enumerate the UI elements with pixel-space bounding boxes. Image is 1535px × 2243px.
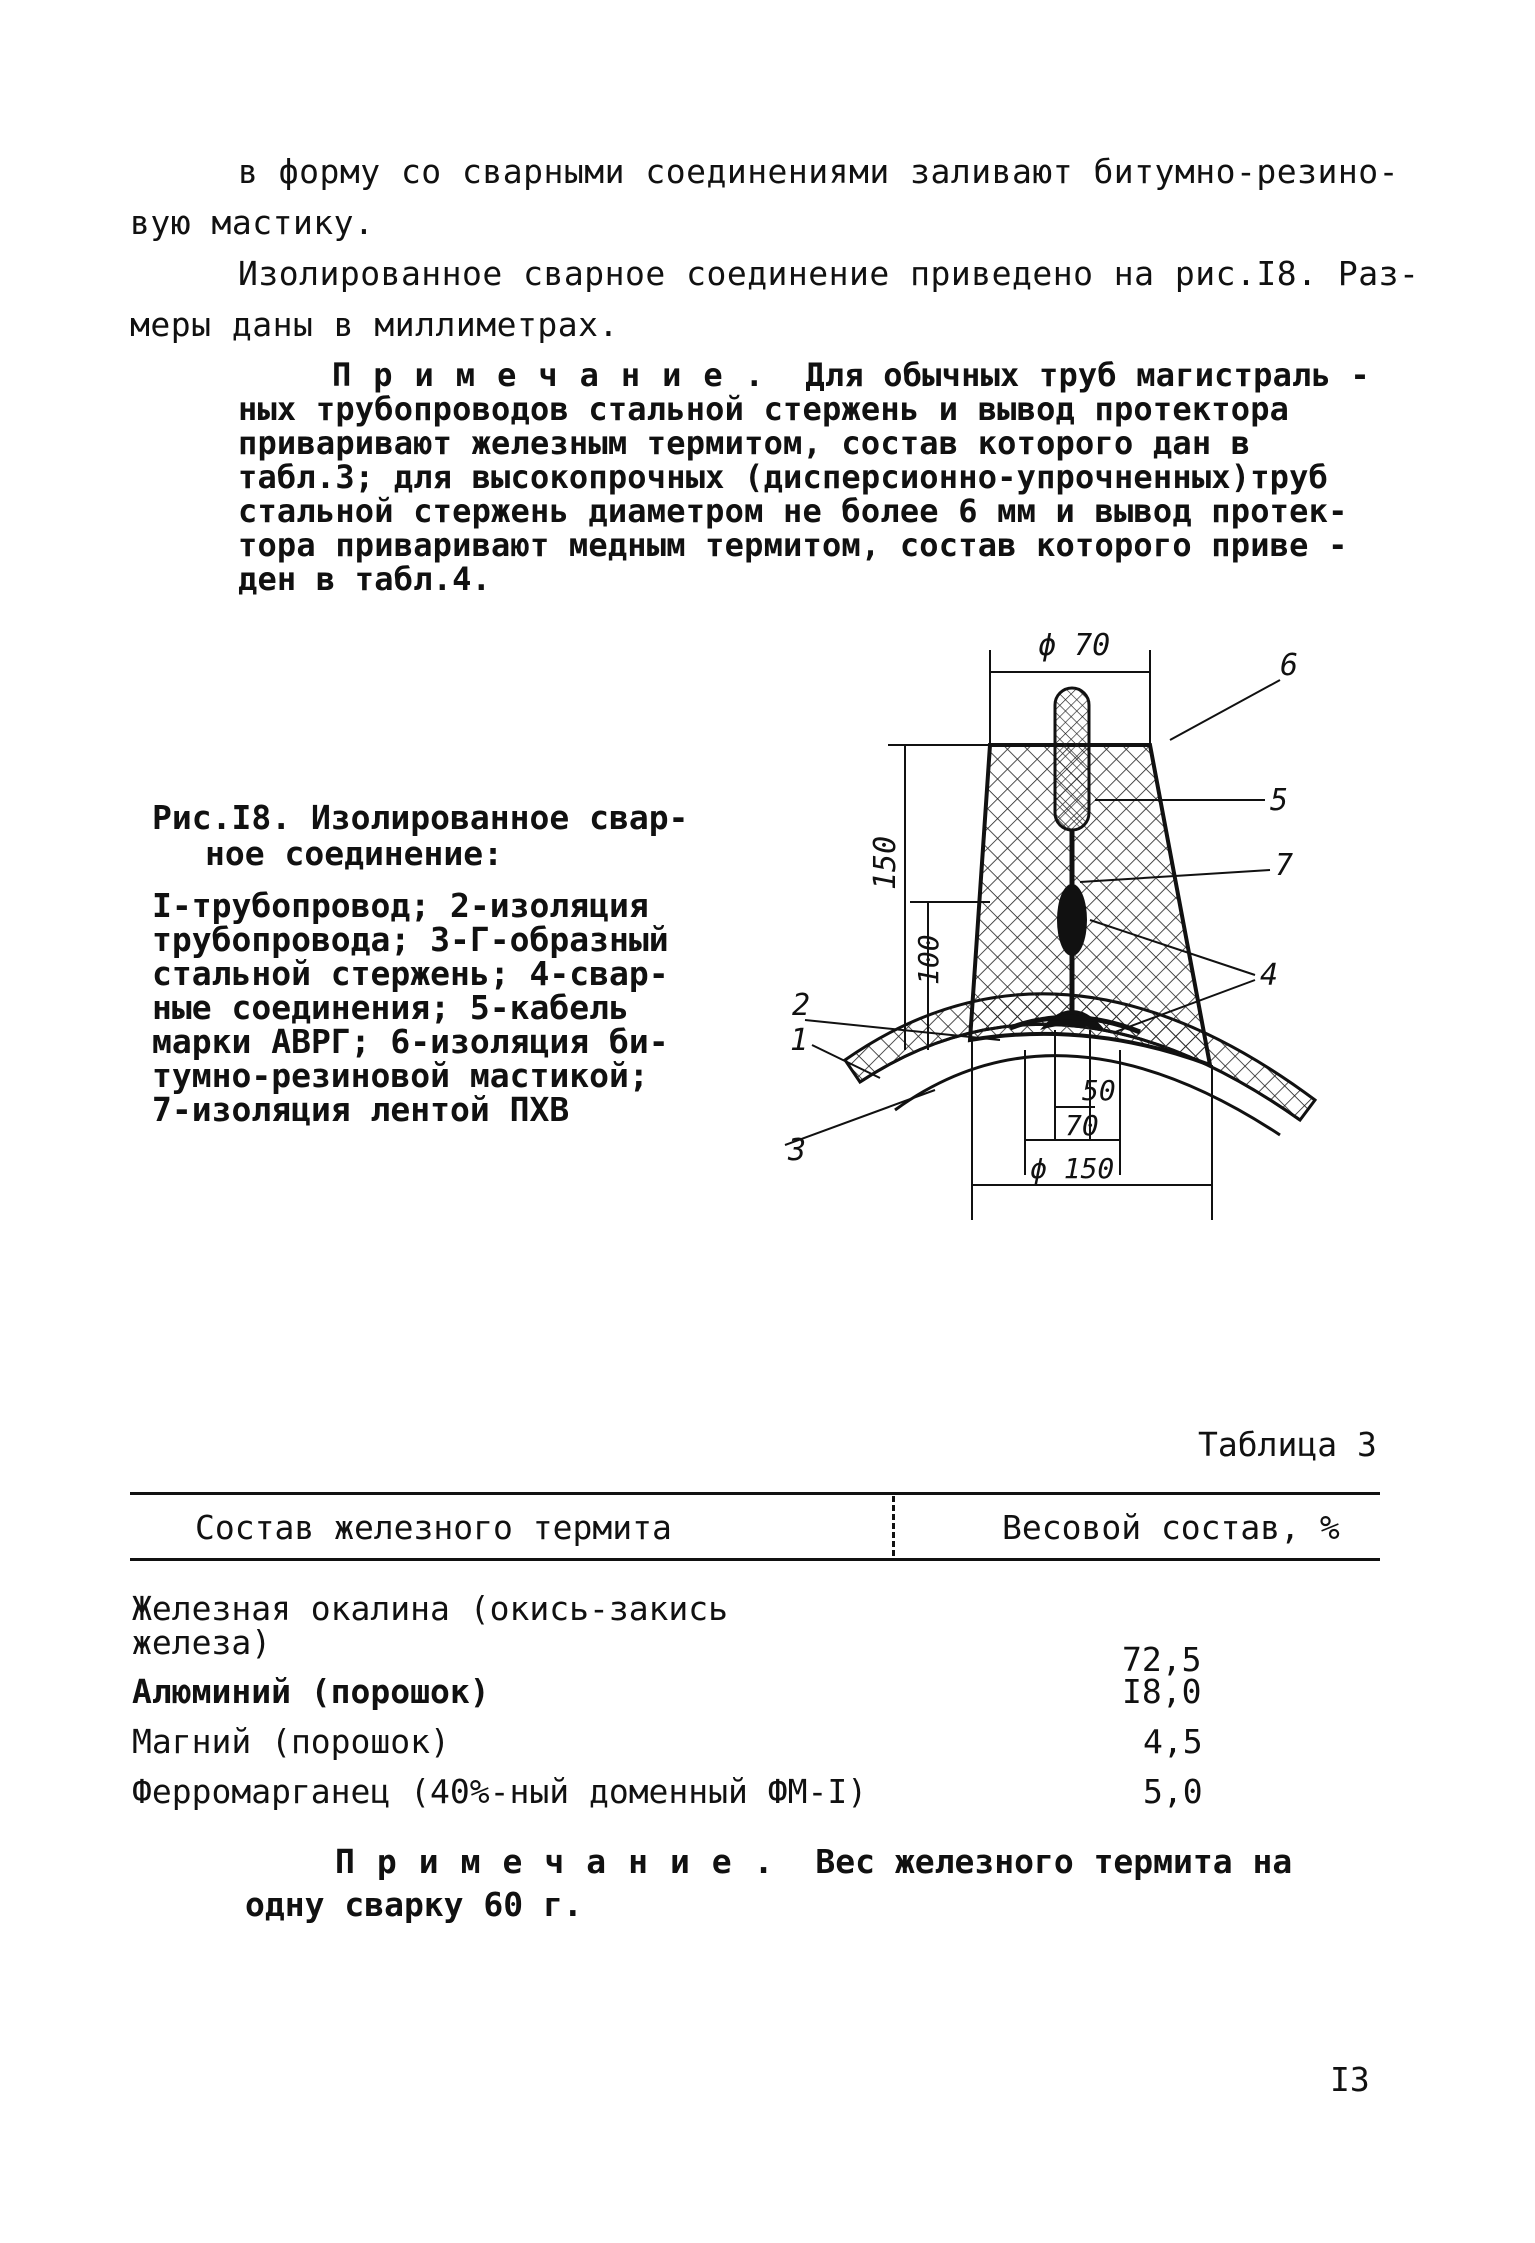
callout-6: 6	[1280, 648, 1299, 683]
figure-legend-line-7: 7-изоляция лентой ПХВ	[152, 1090, 570, 1129]
dim-150: 150	[868, 835, 903, 890]
note-2-line-2: одну сварку 60 г.	[245, 1885, 583, 1924]
note-1-line-6: тора приваривают медным термитом, состав которого приве -	[238, 526, 1348, 564]
table-row-1-name	[132, 1589, 729, 1662]
table-header-composition: Состав железного термита	[195, 1508, 672, 1547]
note-1-line-2: ных трубопроводов стальной стержень и вывод протектора	[238, 390, 1290, 428]
note-1-line-5: стальной стержень диаметром не более 6 мм и вывод протек-	[238, 492, 1348, 530]
note-2-line-1-text: Вес железного термита на	[815, 1842, 1293, 1881]
figure-caption-line-2: ное соединение:	[205, 834, 504, 873]
table-row-2-name: Алюминий (порошок)	[132, 1672, 490, 1711]
cable	[1055, 688, 1089, 830]
callout-5: 5	[1270, 783, 1289, 818]
table-row-4-name: Ферромарганец (40%-ный доменный ФМ-I)	[132, 1772, 868, 1811]
callout-3: 3	[788, 1133, 807, 1168]
table-header-weight: Весовой состав, %	[1002, 1508, 1340, 1547]
dim-70: 70	[1065, 1109, 1099, 1142]
figure-caption-line-1: Рис.I8. Изолированное свар-	[152, 798, 689, 837]
table-row-3-value: 4,5	[1143, 1722, 1203, 1761]
table-header-divider	[892, 1496, 895, 1556]
note-2-line-1	[335, 1842, 1292, 1881]
table-row-1-name-line-1: Железная окалина (окись-закись	[132, 1589, 729, 1628]
callout-1: 1	[790, 1023, 809, 1058]
note-1-heading: Примечание.	[332, 356, 786, 394]
table-row-3-name: Магний (порошок)	[132, 1722, 450, 1761]
dim-phi-150: ϕ 150	[1030, 1152, 1115, 1185]
table-row-1-value: 72,5	[1122, 1640, 1202, 1679]
table-title: Таблица 3	[1198, 1425, 1377, 1464]
note-1-line-7: ден в табл.4.	[238, 560, 492, 598]
table-row-2-value: I8,0	[1122, 1672, 1202, 1711]
figure-legend-line-4: ные соединения; 5-кабель	[152, 988, 629, 1027]
figure-legend-line-1: I-трубопровод; 2-изоляция	[152, 886, 649, 925]
paragraph-2-line-1: Изолированное сварное соединение приведено на рис.I8. Раз-	[238, 254, 1420, 293]
table-header-rule	[130, 1558, 1380, 1561]
paragraph-1-line-2: вую мастику.	[130, 203, 375, 242]
callout-2: 2	[792, 988, 811, 1023]
figure-legend-line-6: тумно-резиновой мастикой;	[152, 1056, 649, 1095]
figure-legend-line-3: стальной стержень; 4-свар-	[152, 954, 669, 993]
dim-100: 100	[912, 934, 945, 985]
dim-50: 50	[1082, 1074, 1116, 1107]
note-1-line-4: табл.3; для высокопрочных (дисперсионно-упрочненных)труб	[238, 458, 1329, 496]
paragraph-1-line-1: в форму со сварными соединениями заливают битумно-резино-	[238, 152, 1399, 191]
note-1-line-1	[332, 358, 1370, 392]
figure-legend-line-2: трубопровода; 3-Г-образный	[152, 920, 669, 959]
note-1-line-1-text: Для обычных труб магистраль -	[805, 356, 1370, 394]
page-number: I3	[1330, 2060, 1370, 2099]
note-2-heading: Примечание.	[335, 1842, 796, 1881]
callout-7: 7	[1275, 848, 1294, 883]
table-row-4-value: 5,0	[1143, 1772, 1203, 1811]
note-1-line-3: приваривают железным термитом, состав которого дан в	[238, 424, 1251, 462]
callout-4: 4	[1260, 958, 1279, 993]
weld-upper	[1057, 884, 1087, 956]
table-top-rule	[130, 1492, 1380, 1495]
table-row-1-name-line-2: железа)	[132, 1623, 272, 1662]
welded-joint-drawing	[760, 620, 1360, 1230]
figure-legend-line-5: марки АВРГ; 6-изоляция би-	[152, 1022, 669, 1061]
dim-phi-70: ϕ 70	[1038, 628, 1111, 663]
paragraph-2-line-2: меры даны в миллиметрах.	[130, 305, 619, 344]
